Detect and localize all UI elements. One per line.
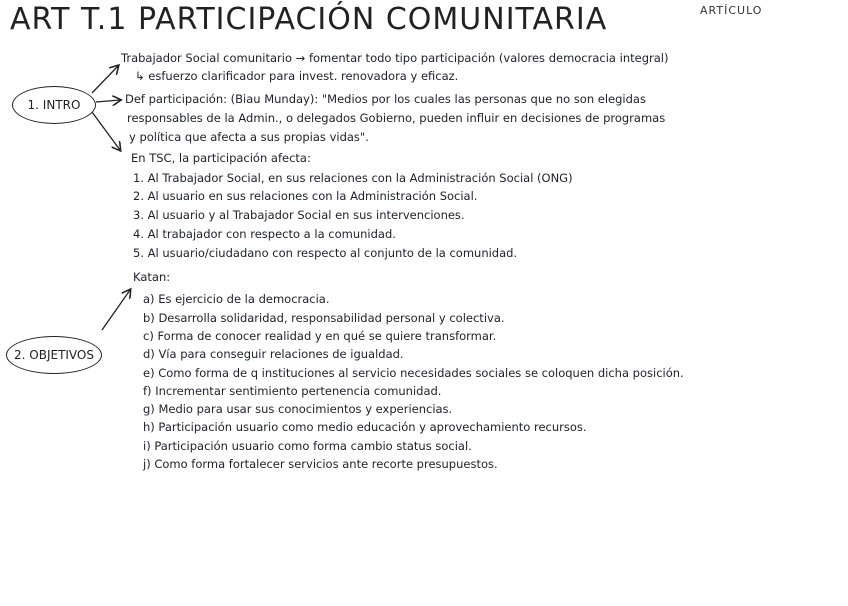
intro-line: y política que afecta a sus propias vidas".	[129, 130, 369, 144]
document-tag: ARTÍCULO	[700, 4, 763, 17]
objetivo-item: c) Forma de conocer realidad y en qué se quiere transformar.	[143, 329, 497, 343]
intro-line: 2. Al usuario en sus relaciones con la Administración Social.	[133, 189, 478, 203]
objetivo-item: e) Como forma de q instituciones al servicio necesidades sociales se coloquen dicha posición.	[143, 366, 684, 380]
intro-line: Trabajador Social comunitario → fomentar todo tipo participación (valores democracia integral)	[121, 51, 669, 65]
intro-label: 1. INTRO	[27, 98, 81, 112]
intro-line: En TSC, la participación afecta:	[131, 151, 311, 165]
objetivo-item: i) Participación usuario como forma cambio status social.	[143, 439, 472, 453]
intro-line: 1. Al Trabajador Social, en sus relaciones con la Administración Social (ONG)	[133, 171, 573, 185]
objetivo-item: j) Como forma fortalecer servicios ante recorte presupuestos.	[143, 457, 498, 471]
intro-line: Def participación: (Biau Munday): "Medios por los cuales las personas que no son elegidas	[125, 92, 646, 106]
objetivo-item: d) Vía para conseguir relaciones de igualdad.	[143, 347, 404, 361]
arrow-intro-2	[96, 100, 120, 102]
arrow-objetivos	[102, 290, 130, 330]
objetivo-item: a) Es ejercicio de la democracia.	[143, 292, 330, 306]
objetivos-label: 2. OBJETIVOS	[14, 348, 94, 362]
objetivo-item: b) Desarrolla solidaridad, responsabilidad personal y colectiva.	[143, 311, 505, 325]
objetivo-item: g) Medio para usar sus conocimientos y experiencias.	[143, 402, 453, 416]
intro-line: 4. Al trabajador con respecto a la comunidad.	[133, 227, 396, 241]
intro-line: ↳ esfuerzo clarificador para invest. renovadora y eficaz.	[135, 69, 459, 83]
intro-line: 5. Al usuario/ciudadano con respecto al conjunto de la comunidad.	[133, 246, 518, 260]
arrow-intro-3	[92, 112, 120, 150]
page-title: ART T.1 PARTICIPACIÓN COMUNITARIA	[10, 2, 608, 37]
intro-line: responsables de la Admin., o delegados Gobierno, pueden influir en decisiones de programas	[127, 111, 666, 125]
objetivos-heading: Katan:	[133, 270, 171, 284]
arrow-intro-1	[92, 66, 118, 93]
objetivo-item: f) Incrementar sentimiento pertenencia comunidad.	[143, 384, 442, 398]
objetivo-item: h) Participación usuario como medio educación y aprovechamiento recursos.	[143, 420, 587, 434]
intro-line: 3. Al usuario y al Trabajador Social en sus intervenciones.	[133, 208, 465, 222]
